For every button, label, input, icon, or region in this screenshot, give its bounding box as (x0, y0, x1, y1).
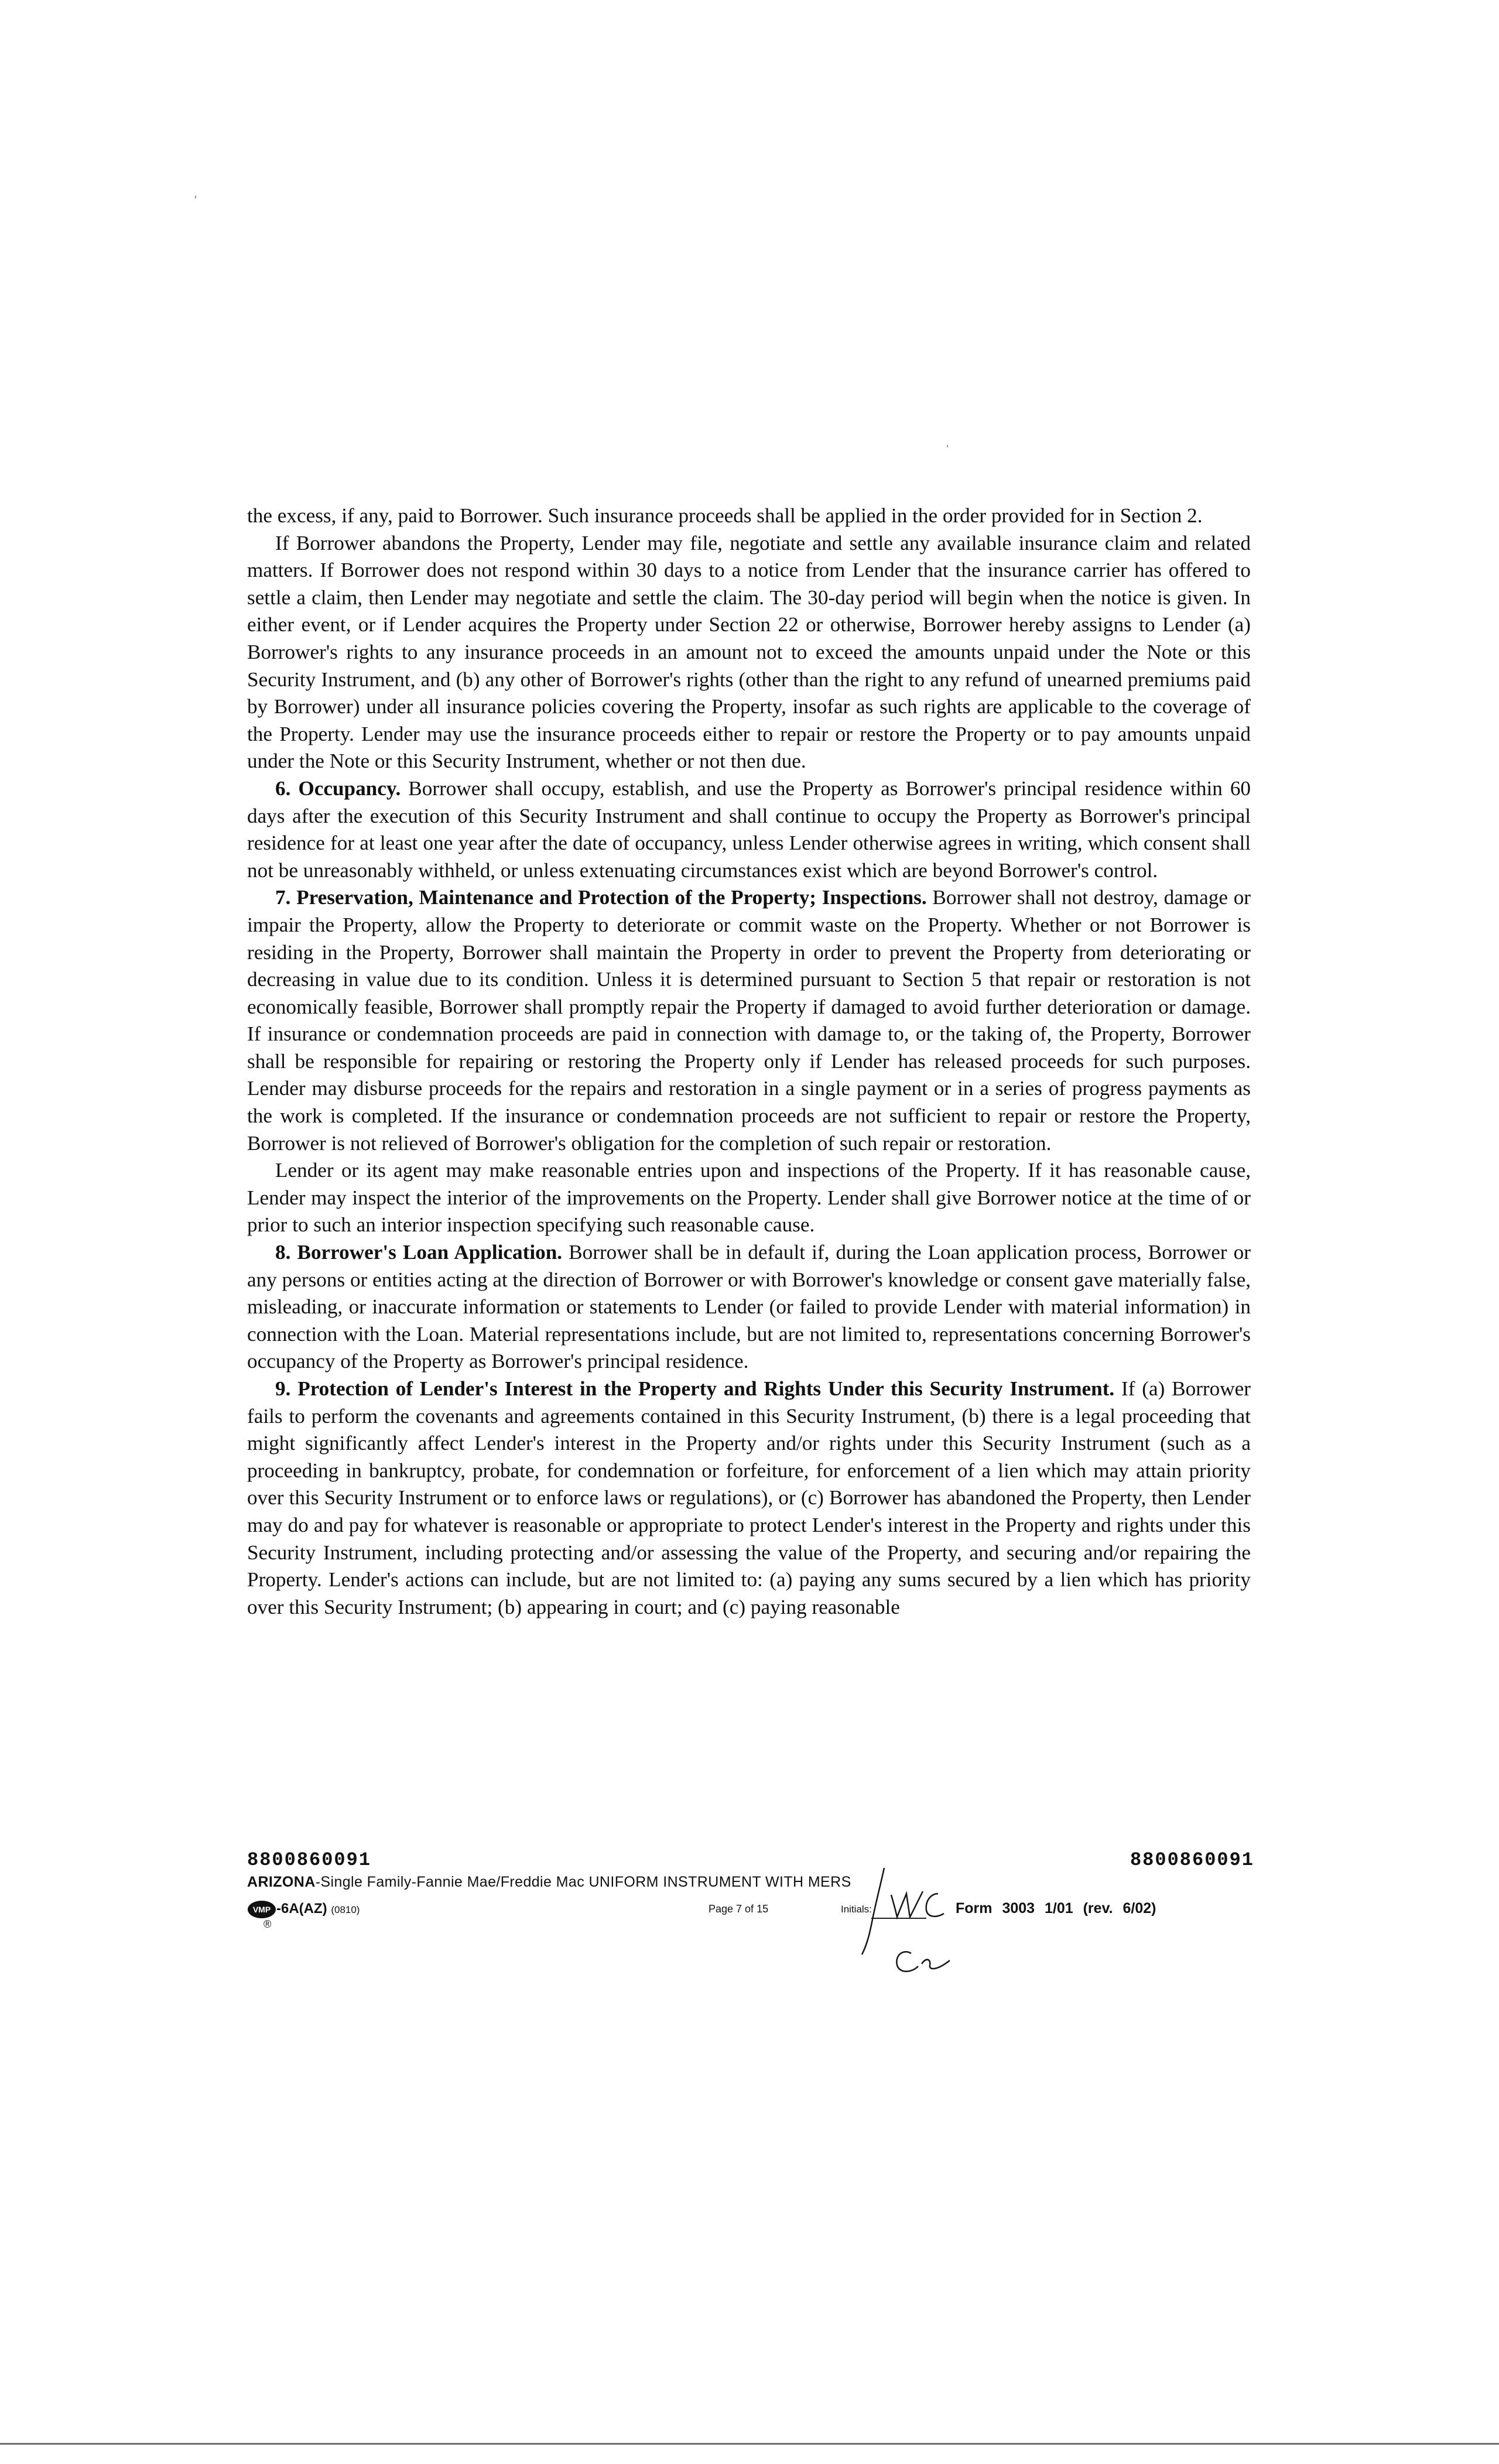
section-text: Borrower shall be in default if, during the Loan application process, Borrower or any persons or entities acting at the direction of Borrower or with Borrower's knowledge or consent gave materially false, misleading, or inaccurate information or statements to Lender (or failed to provide Lender with material information) in connection with the Loan. Material representations include, but are not limited to, representations concerning Borrower's occupancy of the Property as Borrower's principal residence. (247, 1241, 1251, 1373)
form-code-version: (0810) (331, 1904, 360, 1915)
section-heading: Borrower's Loan Application. (297, 1241, 563, 1264)
paragraph-inspections (247, 1157, 1251, 1239)
scan-speck (195, 196, 196, 199)
paragraph-text: Lender or its agent may make reasonable entries upon and inspections of the Property. If it has reasonable cause, Lender may inspect the interior of the improvements on the Property. Lender shall give Borrower notice at the time of or prior to such an interior inspection specifying such reasonable cause. (247, 1159, 1251, 1237)
section-number: 9. (275, 1377, 291, 1400)
paragraph-text: If Borrower abandons the Property, Lender may file, negotiate and settle any available insurance claim and related matters. If Borrower does not respond within 30 days to a notice from Lender that the insurance carrier has offered to settle a claim, then Lender may negotiate and settle the claim. The 30-day period will begin when the notice is given. In either event, or if Lender acquires the Property under Section 22 or otherwise, Borrower hereby assigns to Lender (a) Borrower's rights to any insurance proceeds in an amount not to exceed the amounts unpaid under the Note or this Security Instrument, and (b) any other of Borrower's rights (other than the right to any refund of unearned premiums paid by Borrower) under all insurance policies covering the Property, insofar as such rights are applicable to the coverage of the Property. Lender may use the insurance proceeds either to repair or restore the Property or to pay amounts unpaid under the Note or this Security Instrument, whether or not then due. (247, 531, 1251, 773)
section-8-loan-application (247, 1239, 1251, 1375)
section-7-preservation (247, 884, 1251, 1157)
loan-number-right: 8800860091 (1130, 1849, 1254, 1871)
section-heading: Protection of Lender's Interest in the Property and Rights Under this Security Instrument. (297, 1377, 1115, 1400)
form-title-state: ARIZONA (247, 1874, 316, 1890)
paragraph-abandonment (247, 530, 1251, 775)
paragraph-text: the excess, if any, paid to Borrower. Such insurance proceeds shall be applied in the order provided for in Section 2. (247, 504, 1203, 527)
paragraph-insurance-excess (247, 502, 1251, 530)
initials-label: Initials: (841, 1904, 872, 1915)
scan-edge-line (0, 2443, 1499, 2445)
section-heading: Occupancy. (298, 776, 401, 800)
section-text: If (a) Borrower fails to perform the covenants and agreements contained in this Security Instrument, (b) there is a legal proceeding that might significantly affect Lender's interest in the Property and/or rights under this Security Instrument (such as a proceeding in bankruptcy, probate, for condemnation or forfeiture, for enforcement of a lien which may attain priority over this Security Instrument or to enforce laws or regulations), or (c) Borrower has abandoned the Property, then Lender may do and pay for whatever is reasonable or appropriate to protect Lender's interest in the Property and rights under this Security Instrument, including protecting and/or assessing the value of the Property, and securing and/or repairing the Property. Lender's actions can include, but are not limited to: (a) paying any sums secured by a lien which has priority over this Security Instrument; (b) appearing in court; and (c) paying reasonable (247, 1377, 1251, 1618)
section-heading: Preservation, Maintenance and Protection of the Property; Inspections. (296, 886, 927, 909)
scan-speck (947, 445, 948, 447)
vmp-logo-icon (247, 1900, 276, 1919)
section-text: Borrower shall not destroy, damage or impair the Property, allow the Property to deteriorate or commit waste on the Property. Whether or not Borrower is residing in the Property, Borrower shall maintain the Property in order to prevent the Property from deteriorating or decreasing in value due to its condition. Unless it is determined pursuant to Section 5 that repair or restoration is not economically feasible, Borrower shall promptly repair the Property if damaged to avoid further deterioration or damage. If insurance or condemnation proceeds are paid in connection with damage to, or the taking of, the Property, Borrower shall be responsible for repairing or restoring the Property only if Lender has released proceeds for such purposes. Lender may disburse proceeds for the repairs and restoration in a single payment or in a series of progress payments as the work is completed. If the insurance or condemnation proceeds are not sufficient to repair or restore the Property, Borrower is not relieved of Borrower's obligation for the completion of such repair or restoration. (247, 886, 1251, 1155)
loan-number-left: 8800860091 (247, 1849, 372, 1871)
form-footer (247, 1849, 1254, 1978)
section-6-occupancy (247, 775, 1251, 884)
section-9-protection (247, 1375, 1251, 1621)
page-number: Page 7 of 15 (709, 1903, 769, 1915)
form-title-rest: -Single Family-Fannie Mae/Freddie Mac UNIFORM INSTRUMENT WITH MERS (315, 1874, 851, 1890)
handwritten-initials-signature (850, 1861, 979, 1984)
form-code-id: -6A(AZ) (276, 1901, 327, 1917)
registered-mark: ® (263, 1918, 272, 1930)
vmp-logo-text: VMP (252, 1905, 271, 1914)
form-title (247, 1874, 851, 1891)
section-number: 6. (275, 776, 291, 800)
document-body (247, 502, 1251, 1621)
form-code (276, 1901, 360, 1917)
section-text: Borrower shall occupy, establish, and use the Property as Borrower's principal residence within 60 days after the execution of this Security Instrument and shall continue to occupy the Property as Borrower's principal residence for at least one year after the date of occupancy, unless Lender otherwise agrees in writing, which consent shall not be unreasonably withheld, or unless extenuating circumstances exist which are beyond Borrower's control. (247, 776, 1251, 882)
form-number: Form 3003 1/01 (rev. 6/02) (956, 1900, 1156, 1917)
section-number: 7. (275, 886, 291, 909)
section-number: 8. (275, 1241, 291, 1264)
